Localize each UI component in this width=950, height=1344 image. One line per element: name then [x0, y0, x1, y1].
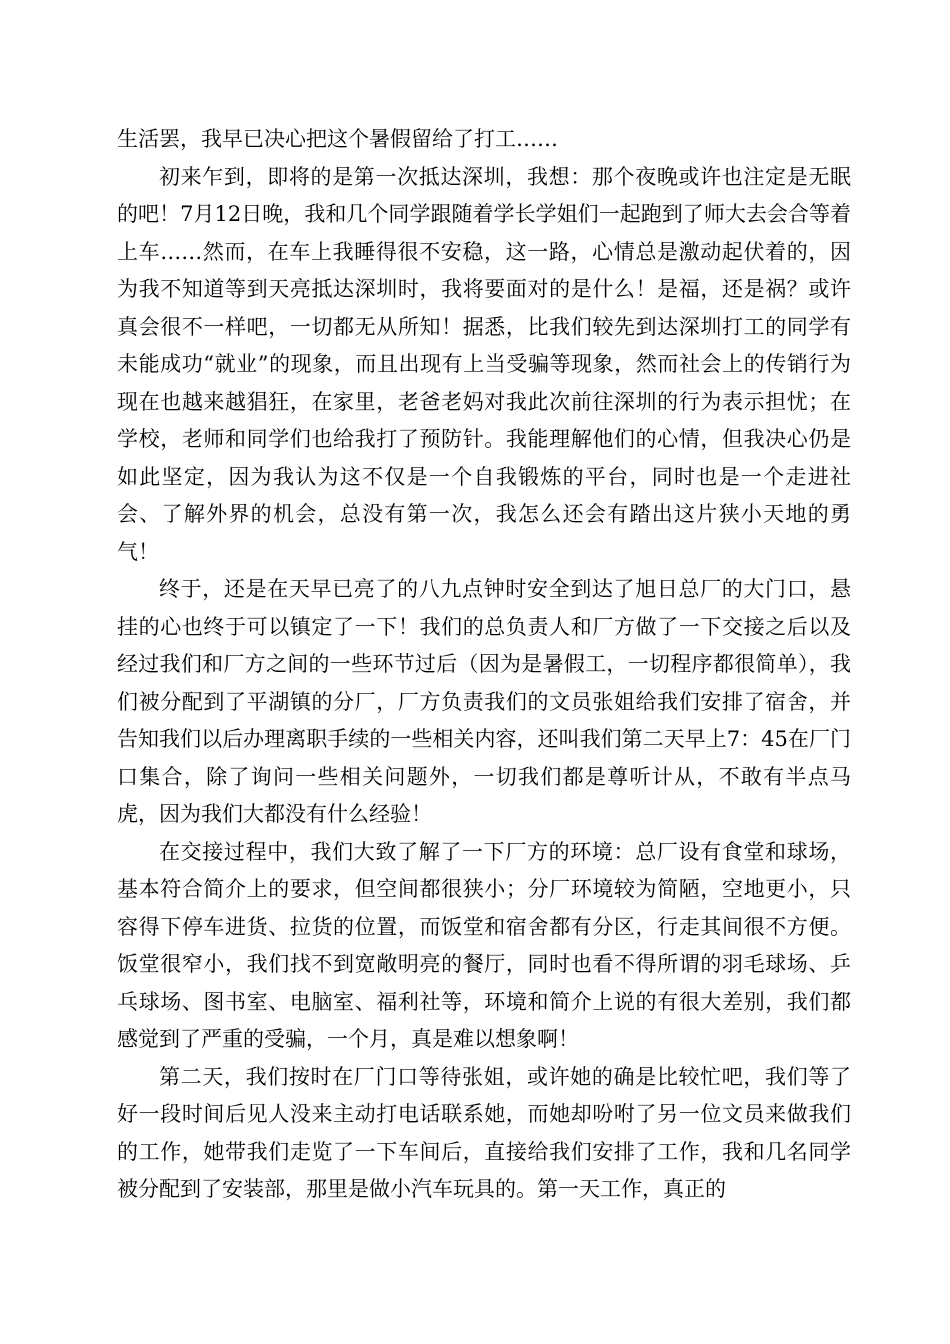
- paragraph-2: 初来乍到，即将的是第一次抵达深圳，我想：那个夜晚或许也注定是无眠的吧！7月12日晚，我和几个同学跟随着学长学姐们一起跑到了师大去会合等着上车……然而，在车上我睡得很不安稳，这一路，心情总是激动起伏着的，因为我不知道等到天亮抵达深圳时，我将要面对的是什么！是福，还是祸？或许真会很不一样吧，一切都无从所知！据悉，比我们较先到达深圳打工的同学有未能成功“就业”的现象，而且出现有上当受骗等现象，然而社会上的传销行为现在也越来越猖狂，在家里，老爸老妈对我此次前往深圳的行为表示担忧；在学校，老师和同学们也给我打了预防针。我能理解他们的心情，但我决心仍是如此坚定，因为我认为这不仅是一个自我锻炼的平台，同时也是一个走进社会、了解外界的机会，总没有第一次，我怎么还会有踏出这片狭小天地的勇气！: [117, 164, 851, 564]
- paragraph-5: 第二天，我们按时在厂门口等待张姐，或许她的确是比较忙吧，我们等了好一段时间后见人没来主动打电话联系她，而她却吩咐了另一位文员来做我们的工作，她带我们走览了一下车间后，直接给我们安排了工作，我和几名同学被分配到了安装部，那里是做小汽车玩具的。第一天工作，真正的: [117, 1064, 851, 1201]
- paragraph-1: 生活罢，我早已决心把这个暑假留给了打工……: [117, 127, 558, 151]
- paragraph-4: 在交接过程中，我们大致了解了一下厂方的环境：总厂设有食堂和球场，基本符合简介上的要求，但空间都很狭小；分厂环境较为简陋，空地更小，只容得下停车进货、拉货的位置，而饭堂和宿舍都有分区，行走其间很不方便。饭堂很窄小，我们找不到宽敞明亮的餐厅，同时也看不得所谓的羽毛球场、乒乓球场、图书室、电脑室、福利社等，环境和简介上说的有很大差别，我们都感觉到了严重的受骗，一个月，真是难以想象啊！: [117, 839, 851, 1051]
- document-page: [117, 121, 851, 1209]
- paragraph-3: 终于，还是在天早已亮了的八九点钟时安全到达了旭日总厂的大门口，悬挂的心也终于可以镇定了一下！我们的总负责人和厂方做了一下交接之后以及经过我们和厂方之间的一些环节过后（因为是暑假工，一切程序都很简单），我们被分配到了平湖镇的分厂，厂方负责我们的文员张姐给我们安排了宿舍，并告知我们以后办理离职手续的一些相关内容，还叫我们第二天早上7：45在厂门口集合，除了询问一些相关问题外，一切我们都是尊听计从，不敢有半点马虎，因为我们大都没有什么经验！: [117, 577, 851, 826]
